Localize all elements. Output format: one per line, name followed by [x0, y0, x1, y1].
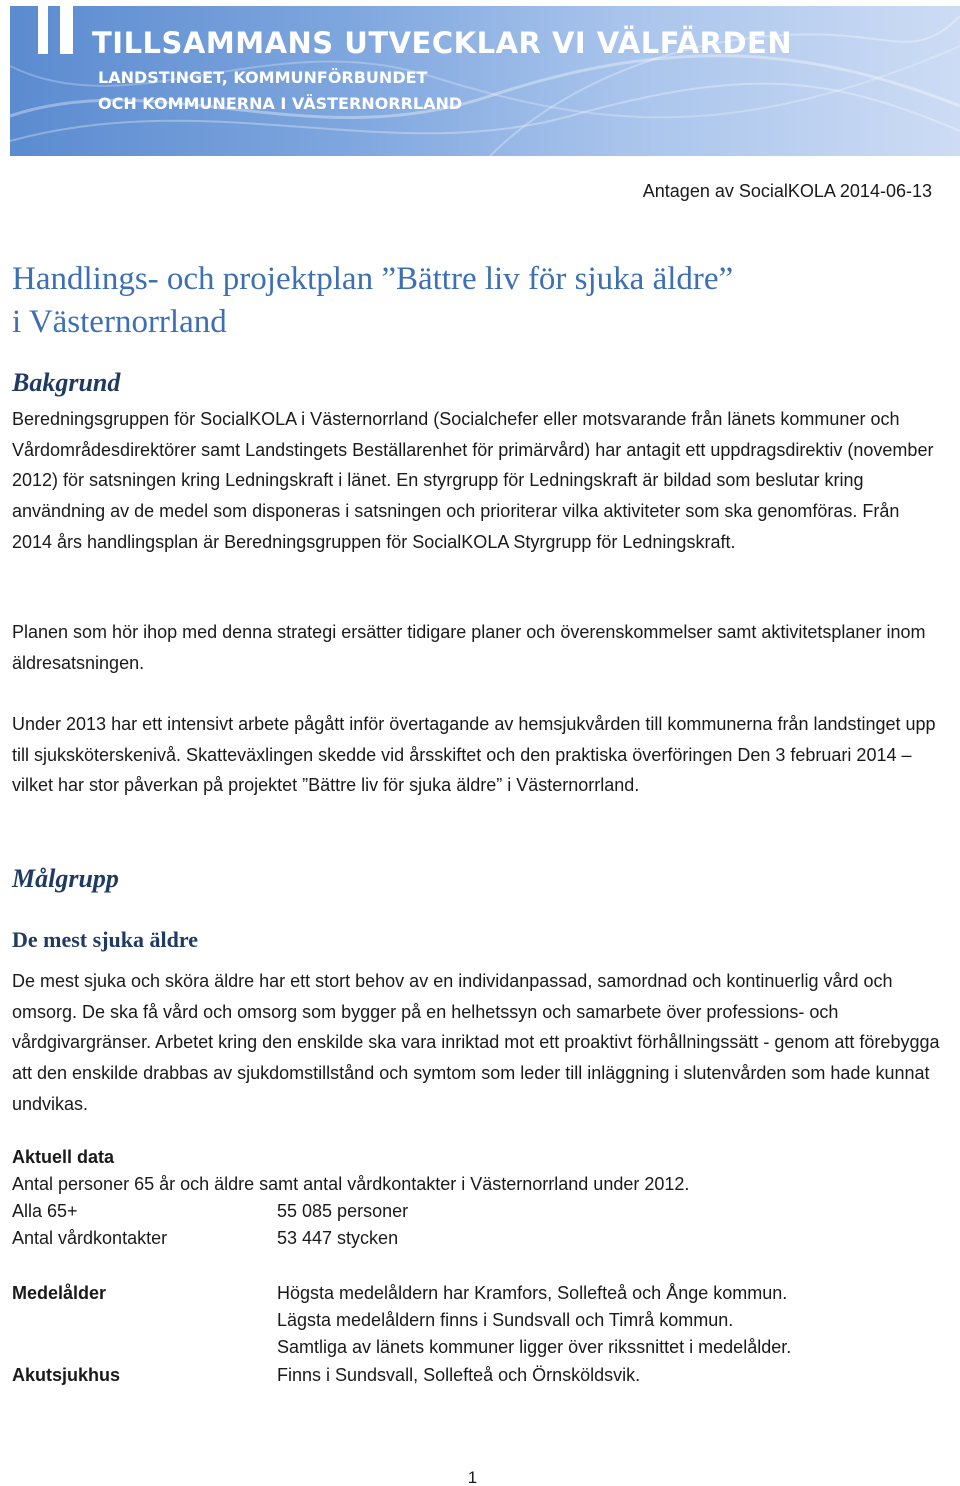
bakgrund-paragraph-2: Planen som hör ihop med denna strategi ersätter tidigare planer och överenskommelser samt aktivitetsplaner inom äldresatsningen. — [12, 622, 926, 673]
heading-aktuell-data: Aktuell data — [12, 1147, 115, 1167]
akutsjukhus-value: Finns i Sundsvall, Sollefteå och Örnsköldsvik. — [277, 1365, 641, 1385]
banner-subtitle-line1: LANDSTINGET, KOMMUNFÖRBUNDET — [98, 68, 428, 87]
adoption-date: Antagen av SocialKOLA 2014-06-13 — [642, 181, 932, 201]
document-title-line1: Handlings- och projektplan ”Bättre liv för sjuka äldre” — [12, 261, 734, 297]
banner-subtitle-line2: OCH KOMMUNERNA I VÄSTERNORRLAND — [98, 94, 463, 113]
row-value-alla65: 55 085 personer — [277, 1201, 409, 1221]
row-label-vardkontakter: Antal vårdkontakter — [12, 1228, 168, 1248]
row-label-alla65: Alla 65+ — [12, 1201, 78, 1221]
bakgrund-paragraph-3: Under 2013 har ett intensivt arbete pågått inför övertagande av hemsjukvården till kommunerna från landstinget upp till sjuksköterskenivå. Skatteväxlingen skedde vid årsskiftet och den praktiska överföringen Den 3 februari 2014 – vilket har stor påverkan på projektet ”Bättre liv för sjuka äldre” i Västernorrland. — [12, 714, 936, 796]
document-title-line2: i Västernorrland — [12, 304, 227, 340]
banner-title: TILLSAMMANS UTVECKLAR VI VÄLFÄRDEN — [92, 26, 793, 60]
heading-bakgrund: Bakgrund — [12, 368, 121, 397]
medelalder-line-2: Lägsta medelåldern finns i Sundsvall och Timrå kommun. — [277, 1310, 734, 1330]
label-medelalder: Medelålder — [12, 1283, 107, 1303]
medelalder-line-1: Högsta medelåldern har Kramfors, Sollefteå och Ånge kommun. — [277, 1283, 788, 1303]
subheading-mest-sjuka: De mest sjuka äldre — [12, 927, 198, 952]
page-number: 1 — [467, 1468, 478, 1486]
document-title — [12, 258, 942, 344]
label-akutsjukhus: Akutsjukhus — [12, 1365, 121, 1385]
medelalder-line-3: Samtliga av länets kommuner ligger över rikssnittet i medelålder. — [277, 1337, 792, 1357]
malgrupp-paragraph: De mest sjuka och sköra äldre har ett stort behov av en individanpassad, samordnad och kontinuerlig vård och omsorg. De ska få vård och omsorg som bygger på en helhetssyn och samarbete över professions- och vårdgivargränser. Arbetet kring den enskilde ska vara inriktad mot ett proaktivt förhållningssätt - genom att förebygga att den enskilde drabbas av sjukdomstillstånd och symtom som leder till inläggning i slutenvården som hade kunnat undvikas. — [12, 971, 940, 1114]
logo-bar-left — [38, 6, 48, 54]
bakgrund-paragraph-1: Beredningsgruppen för SocialKOLA i Västernorrland (Socialchefer eller motsvarande från länets kommuner och Vårdområdesdirektörer samt Landstingets Beställarenhet för primärvård) har antagit ett uppdragsdirektiv (november 2012) för satsningen kring Ledningskraft i länet. En styrgrupp för Ledningskraft är bildad som beslutar kring användning av de medel som disponeras i satsningen och prioriterar vilka aktiviteter som ska genomföras. Från 2014 års handlingsplan är Beredningsgruppen för SocialKOLA Styrgrupp för Ledningskraft. — [12, 409, 934, 552]
header-banner — [10, 6, 960, 156]
row-value-vardkontakter: 53 447 stycken — [277, 1228, 399, 1248]
aktuell-intro: Antal personer 65 år och äldre samt antal vårdkontakter i Västernorrland under 2012. — [12, 1174, 690, 1194]
heading-malgrupp: Målgrupp — [12, 864, 119, 893]
logo-bar-right — [60, 6, 73, 54]
